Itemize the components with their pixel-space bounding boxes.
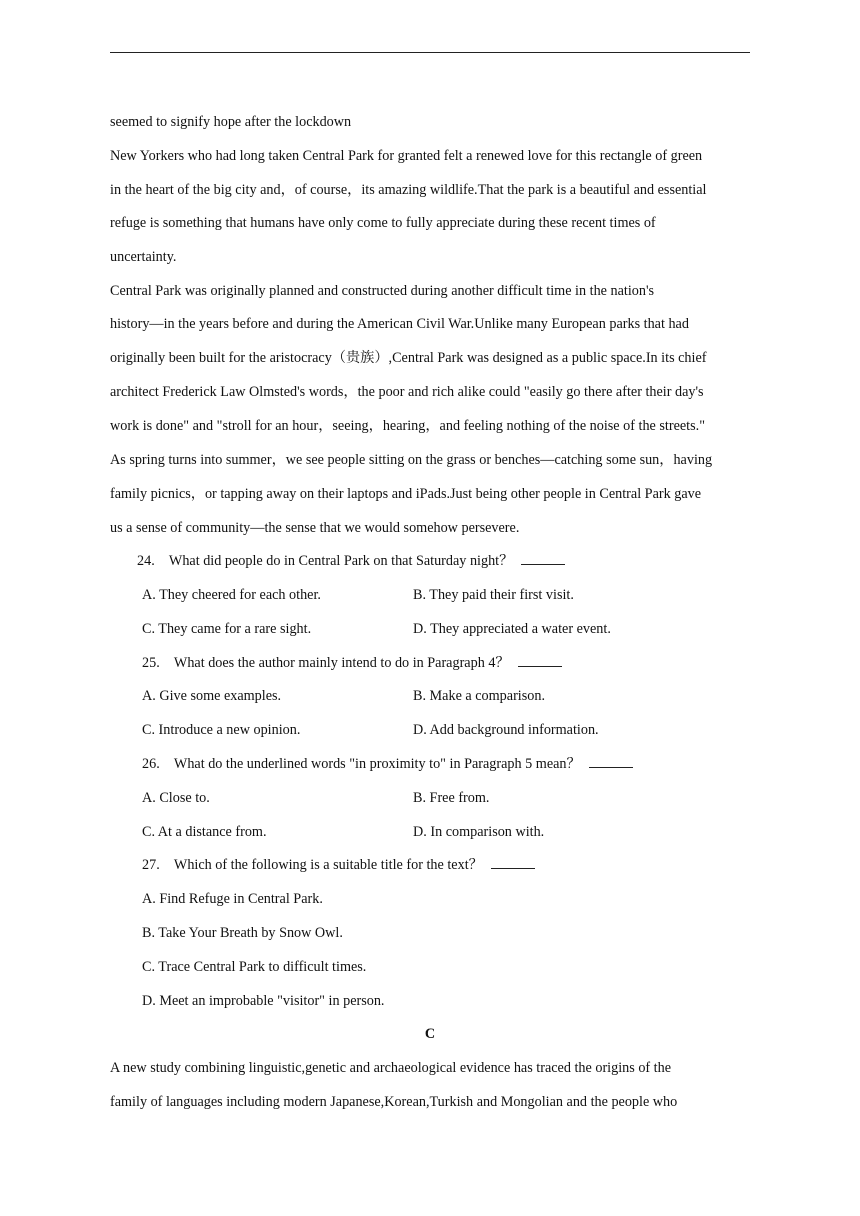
option-a[interactable]: A. Close to. bbox=[142, 790, 210, 806]
passage-line: originally been built for the aristocracy（贵族）,Central Park was designed as a public space.In its chief bbox=[110, 350, 707, 366]
option-b[interactable]: B. Take Your Breath by Snow Owl. bbox=[142, 925, 343, 941]
option-d[interactable]: D. Meet an improbable "visitor" in person. bbox=[142, 993, 385, 1009]
passage-line: family of languages including modern Japanese,Korean,Turkish and Mongolian and the people who bbox=[110, 1094, 678, 1110]
passage-line: uncertainty. bbox=[110, 249, 177, 265]
passage-line: history—in the years before and during the American Civil War.Unlike many European parks that had bbox=[110, 316, 689, 332]
option-c[interactable]: C. Introduce a new opinion. bbox=[142, 722, 301, 738]
option-d[interactable]: D. They appreciated a water event. bbox=[413, 621, 611, 637]
passage-line: architect Frederick Law Olmsted's words，the poor and rich alike could "easily go there after their day's bbox=[110, 384, 704, 400]
option-c[interactable]: C. Trace Central Park to difficult times. bbox=[142, 959, 367, 975]
passage-line: New Yorkers who had long taken Central Park for granted felt a renewed love for this rectangle of green bbox=[110, 148, 703, 164]
option-d[interactable]: D. In comparison with. bbox=[413, 824, 545, 840]
answer-blank[interactable] bbox=[518, 654, 562, 667]
passage-line: A new study combining linguistic,genetic and archaeological evidence has traced the origins of the bbox=[110, 1060, 672, 1076]
question-stem: 25. What does the author mainly intend to do in Paragraph 4？ bbox=[142, 655, 510, 671]
passage-line: work is done" and "stroll for an hour，seeing，hearing，and feeling nothing of the noise of the streets." bbox=[110, 418, 705, 434]
passage-line: in the heart of the big city and，of course，its amazing wildlife.That the park is a beautiful and essential bbox=[110, 182, 707, 198]
option-c[interactable]: C. They came for a rare sight. bbox=[142, 621, 312, 637]
passage-line: Central Park was originally planned and constructed during another difficult time in the nation's bbox=[110, 283, 655, 299]
passage-line: family picnics，or tapping away on their laptops and iPads.Just being other people in Central Park gave bbox=[110, 486, 702, 502]
answer-blank[interactable] bbox=[491, 856, 535, 869]
option-a[interactable]: A. Find Refuge in Central Park. bbox=[142, 891, 323, 907]
question-stem: 26. What do the underlined words "in proximity to" in Paragraph 5 mean？ bbox=[142, 756, 581, 772]
answer-blank[interactable] bbox=[521, 552, 565, 565]
option-b[interactable]: B. Make a comparison. bbox=[413, 688, 545, 704]
option-d[interactable]: D. Add background information. bbox=[413, 722, 599, 738]
section-heading: C bbox=[424, 1026, 436, 1042]
option-c[interactable]: C. At a distance from. bbox=[142, 824, 267, 840]
passage-line: us a sense of community—the sense that we would somehow persevere. bbox=[110, 520, 520, 536]
option-b[interactable]: B. They paid their first visit. bbox=[413, 587, 574, 603]
option-a[interactable]: A. They cheered for each other. bbox=[142, 587, 321, 603]
option-a[interactable]: A. Give some examples. bbox=[142, 688, 282, 704]
passage-line: As spring turns into summer，we see people sitting on the grass or benches—catching some sun，having bbox=[110, 452, 713, 468]
passage-line: refuge is something that humans have only come to fully appreciate during these recent times of bbox=[110, 215, 656, 231]
option-b[interactable]: B. Free from. bbox=[413, 790, 490, 806]
passage-line: seemed to signify hope after the lockdown bbox=[110, 114, 352, 130]
question-stem: 24. What did people do in Central Park on that Saturday night？ bbox=[137, 553, 514, 569]
question-stem: 27. Which of the following is a suitable title for the text？ bbox=[142, 857, 483, 873]
answer-blank[interactable] bbox=[589, 755, 633, 768]
header-rule bbox=[110, 52, 750, 53]
